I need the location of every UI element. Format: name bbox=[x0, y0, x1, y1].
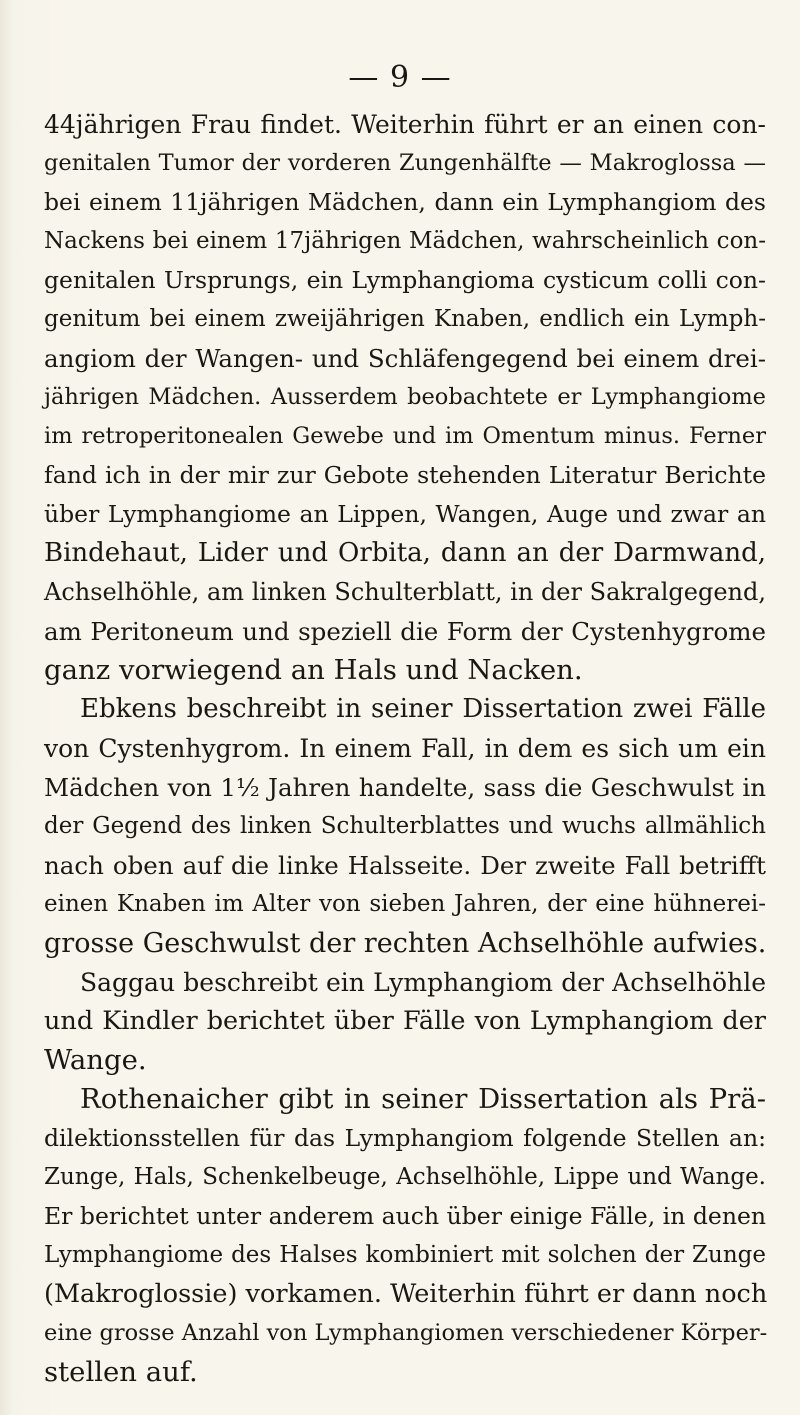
text-line: genitalen Tumor der vorderen Zungenhälfte — Makroglossa — bbox=[44, 150, 766, 176]
text-line: 44jährigen Frau findet. Weiterhin führt er an einen con- bbox=[44, 110, 766, 139]
text-line: nach oben auf die linke Halsseite. Der zweite Fall betrifft bbox=[44, 851, 766, 880]
text-line: Rothenaicher gibt in seiner Dissertation als Prä- bbox=[80, 1083, 766, 1115]
text-line: Mädchen von 1½ Jahren handelte, sass die Geschwulst in bbox=[44, 773, 766, 802]
text-line: Zunge, Hals, Schenkelbeuge, Achselhöhle, Lippe und Wange. bbox=[44, 1164, 766, 1190]
text-line: Lymphangiome des Halses kombiniert mit solchen der Zunge bbox=[44, 1242, 766, 1268]
text-line: stellen auf. bbox=[44, 1356, 198, 1388]
text-line: von Cystenhygrom. In einem Fall, in dem es sich um ein bbox=[44, 734, 766, 763]
text-line: einen Knaben im Alter von sieben Jahren, der eine hühnerei- bbox=[44, 891, 766, 917]
text-line: am Peritoneum und speziell die Form der Cystenhygrome bbox=[44, 617, 766, 646]
text-line: Saggau beschreibt ein Lymphangiom der Achselhöhle bbox=[80, 968, 766, 997]
text-line: Nackens bei einem 17jährigen Mädchen, wahrscheinlich con- bbox=[44, 228, 766, 254]
text-line: jährigen Mädchen. Ausserdem beobachtete er Lymphangiome bbox=[44, 384, 766, 410]
text-line: eine grosse Anzahl von Lymphangiomen verschiedener Körper- bbox=[44, 1320, 768, 1346]
text-line: (Makroglossie) vorkamen. Weiterhin führt er dann noch bbox=[44, 1279, 768, 1309]
text-line: und Kindler berichtet über Fälle von Lymphangiom der bbox=[44, 1006, 766, 1036]
text-line: Achselhöhle, am linken Schulterblatt, in der Sakralgegend, bbox=[44, 578, 766, 606]
text-line: bei einem 11jährigen Mädchen, dann ein Lymphangiom des bbox=[44, 188, 766, 216]
text-line: Wange. bbox=[44, 1044, 147, 1076]
text-line: ganz vorwiegend an Hals und Nacken. bbox=[44, 654, 583, 686]
text-line: der Gegend des linken Schulterblattes und wuchs allmählich bbox=[44, 813, 766, 839]
text-line: genitum bei einem zweijährigen Knaben, endlich ein Lymph- bbox=[44, 306, 766, 332]
body-text bbox=[44, 105, 766, 1392]
text-line: im retroperitonealen Gewebe und im Omentum minus. Ferner bbox=[44, 423, 766, 449]
text-line: grosse Geschwulst der rechten Achselhöhle aufwies. bbox=[44, 928, 767, 959]
text-line: über Lymphangiome an Lippen, Wangen, Auge und zwar an bbox=[44, 500, 766, 528]
text-line: angiom der Wangen- und Schläfengegend bei einem drei- bbox=[44, 344, 766, 373]
text-line: Er berichtet unter anderem auch über einige Fälle, in denen bbox=[44, 1202, 766, 1230]
text-line: dilektionsstellen für das Lymphangiom folgende Stellen an: bbox=[44, 1124, 766, 1152]
text-line: fand ich in der mir zur Gebote stehenden Literatur Berichte bbox=[44, 461, 766, 489]
text-line: Ebkens beschreibt in seiner Dissertation zwei Fälle bbox=[80, 694, 766, 724]
text-line: genitalen Ursprungs, ein Lymphangioma cysticum colli con- bbox=[44, 266, 766, 294]
page-number: — 9 — bbox=[348, 60, 452, 95]
text-line: Bindehaut, Lider und Orbita, dann an der Darmwand, bbox=[44, 538, 766, 568]
